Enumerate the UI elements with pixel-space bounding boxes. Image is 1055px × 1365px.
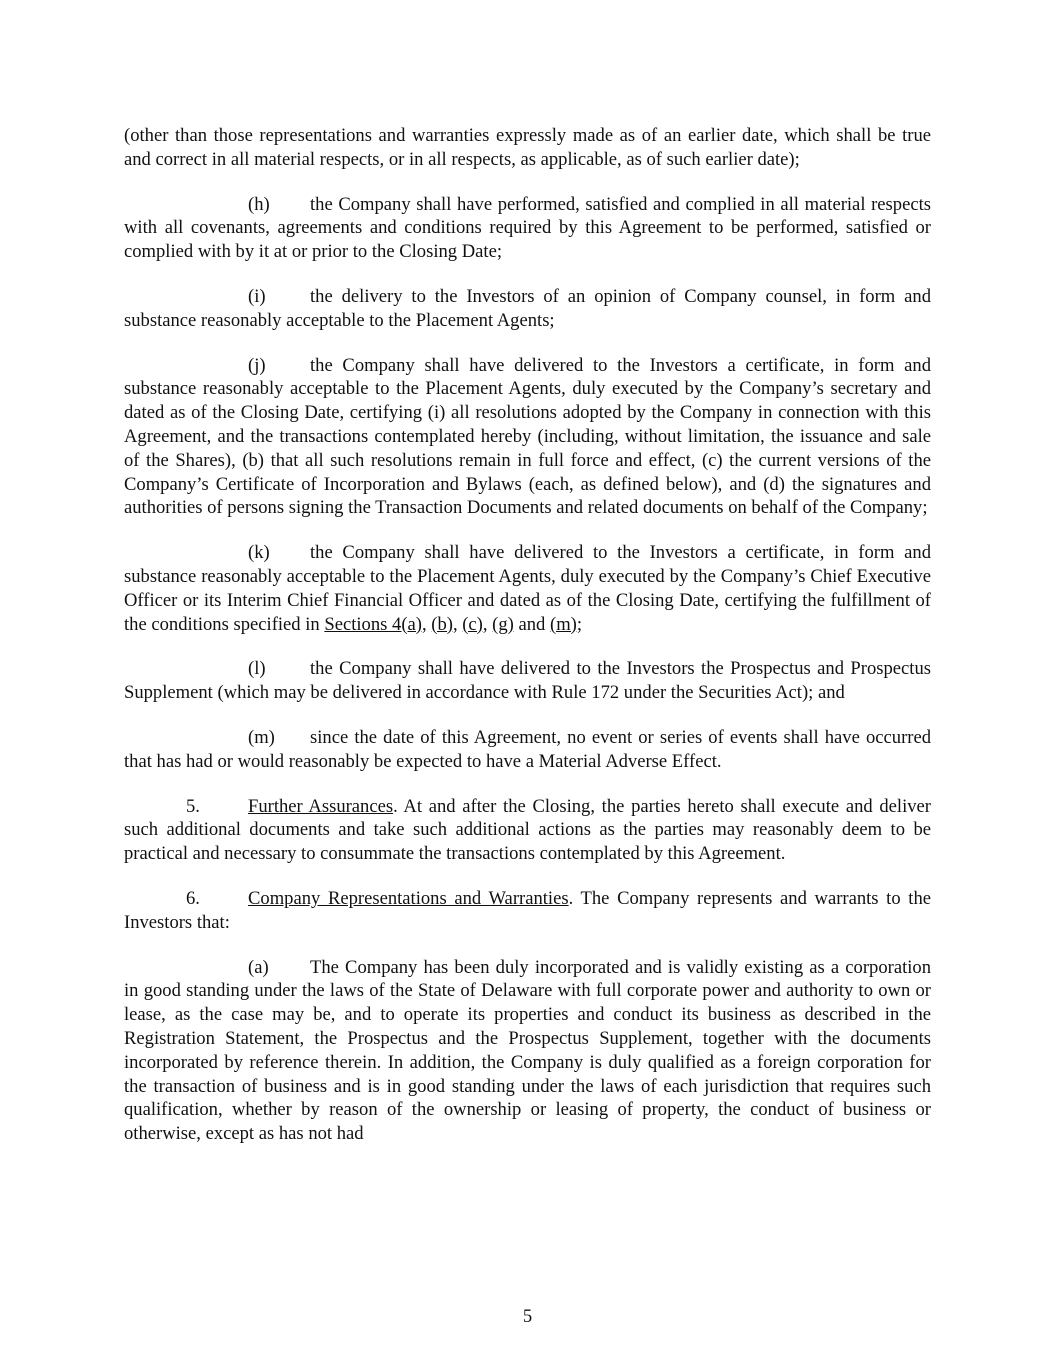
section-5	[124, 795, 931, 866]
terminator: ;	[576, 613, 583, 635]
cross-reference: (g)	[492, 613, 514, 635]
clause-text: the Company shall have delivered to the Investors a certificate, in form and substance reasonably acceptable to the Placement Agents, duly executed by the Company’s secretary and dated as of the Closing Date, certifying (i) all resolutions adopted by the Company in connection with this Agreement, and the transactions contemplated hereby (including, without limitation, the issuance and sale of the Shares), (b) that all such resolutions remain in full force and effect, (c) the current versions of the Company’s Certificate of Incorporation and Bylaws (each, as defined below), and (d) the signatures and authorities of persons signing the Transaction Documents and related documents on behalf of the Company;	[124, 354, 931, 519]
clause-i	[124, 285, 931, 333]
clause-label: (i)	[248, 285, 266, 307]
clause-a	[124, 956, 931, 1146]
section-number: 6.	[186, 887, 200, 909]
clause-text: the Company shall have performed, satisfied and complied in all material respects with all covenants, agreements and conditions required by this Agreement to be performed, satisfied or complied with by it at or prior to the Closing Date;	[124, 193, 931, 263]
clause-label: (h)	[248, 193, 270, 215]
clause-l	[124, 657, 931, 705]
clause-text: since the date of this Agreement, no event or series of events shall have occurred that has had or would reasonably be expected to have a Material Adverse Effect.	[124, 726, 931, 772]
page-number: 5	[522, 1306, 533, 1327]
clause-label: (j)	[248, 354, 266, 376]
cross-reference: Sections 4(a)	[324, 613, 422, 635]
clause-j	[124, 354, 931, 521]
section-text: . At and after the Closing, the parties hereto shall execute and deliver such additional documents and take such additional actions as the parties may reasonably deem to be practical and necessary to consummate the transactions contemplated by this Agreement.	[124, 795, 932, 865]
cross-reference: (b)	[431, 613, 453, 635]
clause-text: the Company shall have delivered to the Investors the Prospectus and Prospectus Supplement (which may be delivered in accordance with Rule 172 under the Securities Act); and	[124, 658, 931, 704]
clause-k	[124, 541, 931, 636]
clause-text: The Company has been duly incorporated and is validly existing as a corporation in good standing under the laws of the State of Delaware with full corporate power and authority to own or lease, as the case may be, and to operate its properties and conduct its business as described in the Registration Statement, the Prospectus and the Prospectus Supplement, together with the documents incorporated by reference therein. In addition, the Company is duly qualified as a foreign corporation for the transaction of business and is in good standing under the laws of each jurisdiction that requires such qualification, whether by reason of the ownership or leasing of property, the conduct of business or otherwise, except as has not had	[124, 956, 931, 1145]
clause-label: (l)	[248, 658, 266, 680]
separator: ,	[482, 613, 493, 635]
clause-label: (m)	[248, 726, 275, 748]
section-6	[124, 887, 931, 935]
section-number: 5.	[186, 795, 200, 817]
document-body	[124, 124, 931, 1167]
cross-reference: (c)	[462, 613, 483, 635]
separator: ,	[452, 613, 463, 635]
paragraph-continuation: (other than those representations and warranties expressly made as of an earlier date, which shall be true and correct in all material respects, or in all respects, as applicable, as of such earlier date);	[124, 125, 931, 170]
clause-h	[124, 193, 931, 264]
cross-reference: (m)	[550, 613, 577, 635]
clause-text: the Company shall have delivered to the Investors a certificate, in form and substance reasonably acceptable to the Placement Agents, duly executed by the Company’s Chief Executive Officer or its Interim Chief Financial Officer and dated as of the Closing Date, certifying the fulfillment of the conditions specified in	[124, 542, 931, 635]
separator: and	[513, 613, 551, 635]
clause-label: (k)	[248, 542, 270, 564]
section-heading: Company Representations and Warranties	[248, 887, 569, 909]
clause-m	[124, 726, 931, 774]
section-heading: Further Assurances	[248, 795, 394, 817]
section-text: . The Company represents and warrants to the Investors that:	[124, 887, 932, 933]
clause-text: the delivery to the Investors of an opinion of Company counsel, in form and substance reasonably acceptable to the Placement Agents;	[124, 285, 931, 331]
clause-label: (a)	[248, 956, 269, 978]
separator: ,	[421, 613, 432, 635]
